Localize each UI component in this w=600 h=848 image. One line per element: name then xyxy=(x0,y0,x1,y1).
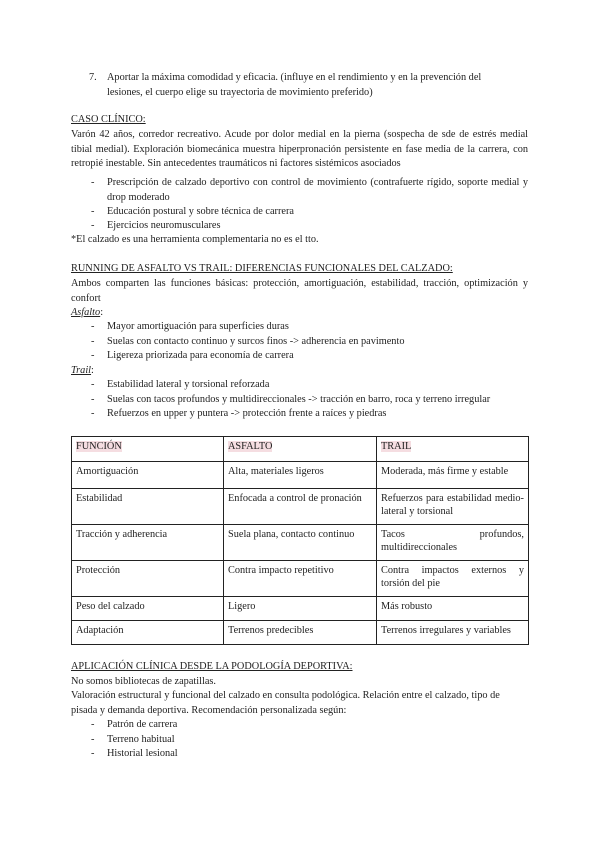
asfalto-label-line: Asfalto: xyxy=(71,307,104,318)
list-dash: - xyxy=(91,206,95,217)
table-cell: Terrenos irregulares y variables xyxy=(377,621,529,645)
aplicacion-item-3: Historial lesional xyxy=(107,748,178,759)
aplicacion-line-1: No somos bibliotecas de zapatillas. xyxy=(71,676,216,687)
list-dash: - xyxy=(91,408,95,419)
running-heading: RUNNING DE ASFALTO VS TRAIL: DIFERENCIAS FUNCIONALES DEL CALZADO: xyxy=(71,263,453,274)
table-cell: Alta, materiales ligeros xyxy=(224,462,377,489)
running-paragraph: Ambos comparten las funciones básicas: protección, amortiguación, estabilidad, tracción, optimización y confort xyxy=(71,278,528,304)
table-cell: Ligero xyxy=(224,597,377,621)
table-row xyxy=(72,597,529,621)
aplicacion-paragraph: Valoración estructural y funcional del calzado en consulta podológica. Relación entre el calzado, tipo de pisada y demanda deportiva. Recomendación personalizada según: xyxy=(71,690,500,716)
table-row xyxy=(72,525,529,561)
table-header-row xyxy=(72,437,529,462)
table-cell: Peso del calzado xyxy=(72,597,224,621)
table-header-cell: TRAIL xyxy=(377,437,529,462)
aplicacion-item-2: Terreno habitual xyxy=(107,734,175,745)
table-cell: Protección xyxy=(72,561,224,597)
table-row xyxy=(72,561,529,597)
caso-item-2: Educación postural y sobre técnica de carrera xyxy=(107,206,294,217)
table-row xyxy=(72,489,529,525)
list-number: 7. xyxy=(89,72,97,83)
table-header-cell: FUNCIÓN xyxy=(72,437,224,462)
asfalto-item-2: Suelas con contacto continuo y surcos finos -> adherencia en pavimento xyxy=(107,336,405,347)
list-dash: - xyxy=(91,321,95,332)
caso-note: *El calzado es una herramienta complementaria no es el tto. xyxy=(71,234,319,245)
table-cell: Más robusto xyxy=(377,597,529,621)
table-header-cell: ASFALTO xyxy=(224,437,377,462)
trail-item-1: Estabilidad lateral y torsional reforzada xyxy=(107,379,270,390)
table-row xyxy=(72,621,529,645)
table-cell: Tracción y adherencia xyxy=(72,525,224,561)
caso-heading: CASO CLÍNICO: xyxy=(71,114,146,125)
list-dash: - xyxy=(91,336,95,347)
table-cell: Enfocada a control de pronación xyxy=(224,489,377,525)
asfalto-label: Asfalto xyxy=(71,307,101,318)
intro-line-2: lesiones, el cuerpo elige su trayectoria de movimiento preferido) xyxy=(107,87,373,98)
list-dash: - xyxy=(91,350,95,361)
trail-label: Trail xyxy=(71,365,92,376)
trail-label-line: Trail: xyxy=(71,365,94,376)
table-cell: Contra impacto repetitivo xyxy=(224,561,377,597)
list-dash: - xyxy=(91,719,95,730)
caso-item-3: Ejercicios neuromusculares xyxy=(107,220,221,231)
table-cell: Terrenos predecibles xyxy=(224,621,377,645)
list-dash: - xyxy=(91,734,95,745)
table-cell: Amortiguación xyxy=(72,462,224,489)
trail-item-3: Refuerzos en upper y puntera -> protección frente a raíces y piedras xyxy=(107,408,387,419)
table-cell: Suela plana, contacto continuo xyxy=(224,525,377,561)
caso-paragraph: Varón 42 años, corredor recreativo. Acude por dolor medial en la pierna (sospecha de sde de estrés medial tibial medial). Exploración biomecánica muestra hiperpronación persistente en fase media de la carrera, con retropié inestable. Sin antecedentes traumáticos ni factores sistémicos asociados xyxy=(71,129,528,169)
aplicacion-heading: APLICACIÓN CLÍNICA DESDE LA PODOLOGÍA DEPORTIVA: xyxy=(71,661,353,672)
aplicacion-item-1: Patrón de carrera xyxy=(107,719,178,730)
table-row xyxy=(72,462,529,489)
list-dash: - xyxy=(91,220,95,231)
list-dash: - xyxy=(91,748,95,759)
intro-line-1: Aportar la máxima comodidad y eficacia. (influye en el rendimiento y en la prevención del xyxy=(107,72,482,83)
functions-table xyxy=(71,436,529,645)
trail-item-2: Suelas con tacos profundos y multidireccionales -> tracción en barro, roca y terreno irregular xyxy=(107,394,491,405)
table-cell: Contra impactos externos y torsión del pie xyxy=(377,561,529,597)
table-cell: Adaptación xyxy=(72,621,224,645)
asfalto-item-3: Ligereza priorizada para economía de carrera xyxy=(107,350,294,361)
table-cell: Tacos profundos, multidireccionales xyxy=(377,525,529,561)
list-dash: - xyxy=(91,379,95,390)
caso-item-1: Prescripción de calzado deportivo con control de movimiento (contrafuerte rígido, soporte medial y drop moderado xyxy=(107,177,528,203)
table-cell: Moderada, más firme y estable xyxy=(377,462,529,489)
table-cell: Refuerzos para estabilidad medio-lateral y torsional xyxy=(377,489,529,525)
table-cell: Estabilidad xyxy=(72,489,224,525)
list-dash: - xyxy=(91,394,95,405)
list-dash: - xyxy=(91,177,95,188)
asfalto-item-1: Mayor amortiguación para superficies duras xyxy=(107,321,289,332)
